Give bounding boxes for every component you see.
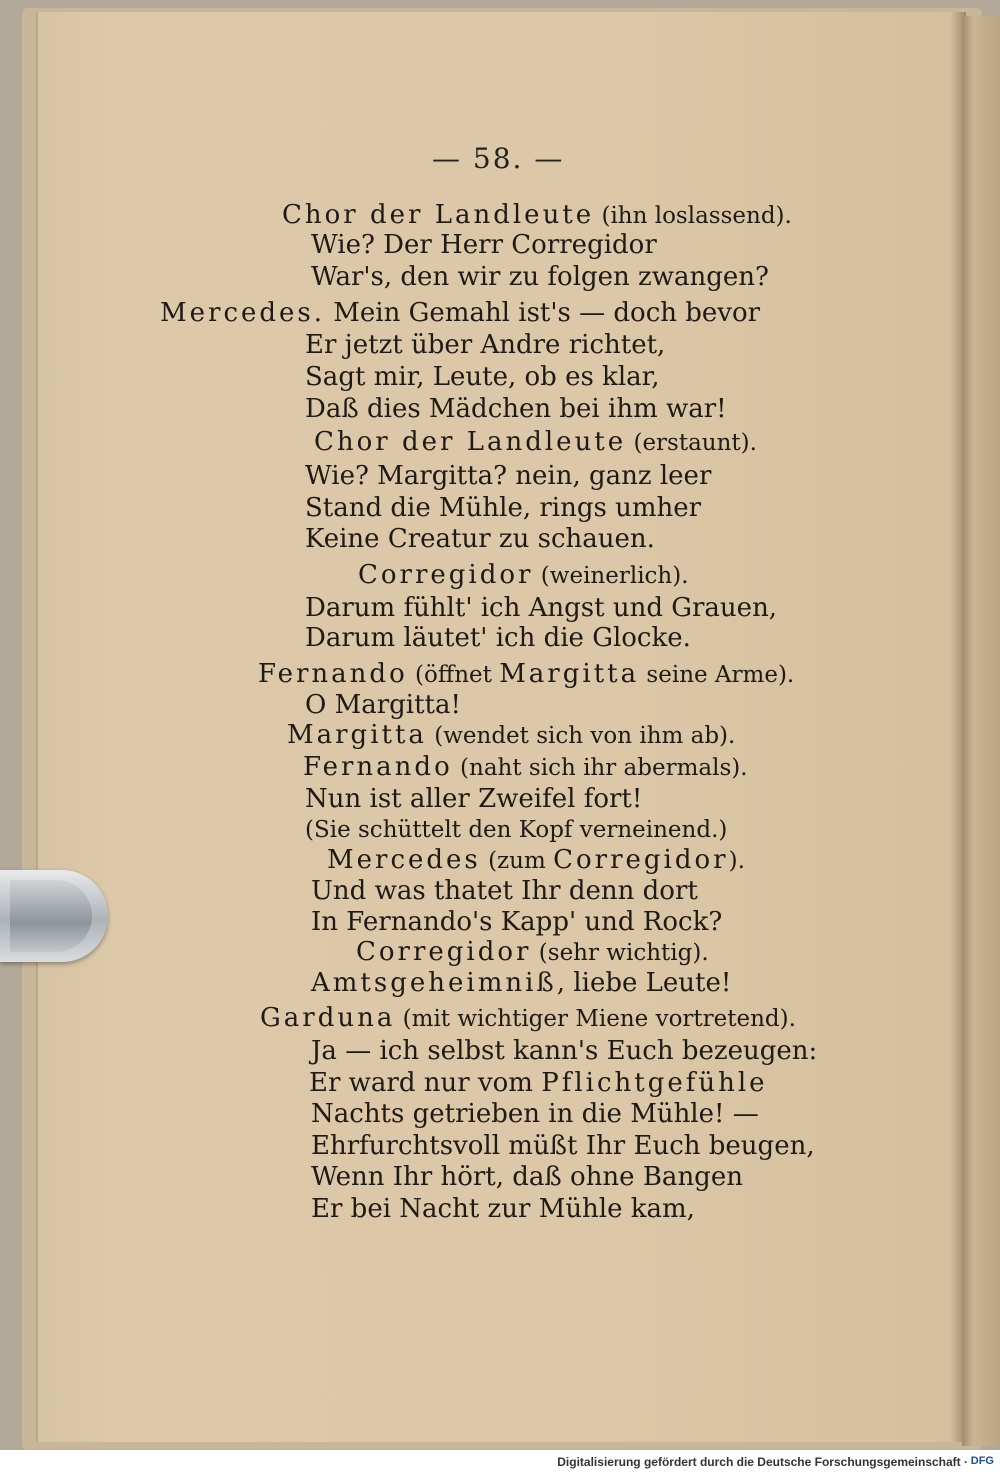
text-line-16: O Margitta!	[305, 690, 461, 720]
text-line-18	[303, 752, 748, 783]
facing-page-edge	[962, 16, 1000, 1446]
text-line-8	[314, 427, 757, 458]
stage-direction: ).	[728, 848, 745, 874]
text-line-29: Nachts getrieben in die Mühle! —	[311, 1099, 759, 1129]
speaker-name: Chor der Landleute	[282, 200, 595, 230]
text-line-28	[309, 1068, 768, 1098]
text-line-23: In Fernando's Kapp' und Rock?	[311, 907, 723, 937]
stage-direction: (wendet sich von ihm ab).	[426, 723, 736, 749]
speaker-name: Corregidor	[356, 937, 532, 967]
text-line-13: Darum fühlt' ich Angst und Grauen,	[305, 593, 778, 623]
speaker-name: Garduna	[260, 1003, 396, 1033]
text-line-11: Keine Creatur zu schauen.	[305, 524, 655, 554]
text-line-17	[287, 720, 735, 751]
text-line-19: Nun ist aller Zweifel fort!	[305, 784, 643, 814]
text-line-21	[327, 845, 745, 876]
speaker-name: Fernando	[303, 752, 453, 782]
text-line-30: Ehrfurchtsvoll müßt Ihr Euch beugen,	[311, 1131, 815, 1161]
verse-text: Er ward nur vom	[309, 1068, 542, 1098]
stage-direction: seine Arme).	[639, 662, 795, 688]
text-line-31: Wenn Ihr hört, daß ohne Bangen	[311, 1162, 743, 1192]
text-line-5: Er jetzt über Andre richtet,	[305, 330, 666, 360]
speaker-name: Fernando	[258, 659, 408, 689]
speaker-name: Mercedes	[327, 845, 481, 875]
stage-direction: (öffnet	[407, 662, 500, 688]
stage-direction: (weinerlich).	[533, 563, 689, 589]
speaker-name: Corregidor	[358, 560, 534, 590]
text-line-32: Er bei Nacht zur Mühle kam,	[311, 1194, 695, 1224]
stage-direction: (ihn loslassend).	[594, 203, 792, 229]
emphasized-word: Amtsgeheimniß	[311, 968, 557, 998]
text-line-6: Sagt mir, Leute, ob es klar,	[305, 362, 660, 392]
stage-direction: (sehr wichtig).	[531, 940, 709, 966]
text-line-7: Daß dies Mädchen bei ihm war!	[305, 394, 727, 424]
speaker-name: Chor der Landleute	[314, 427, 627, 457]
stage-direction: (mit wichtiger Miene vortretend).	[395, 1006, 796, 1032]
footer-bar	[0, 1450, 1000, 1477]
page-number: — 58. —	[432, 142, 565, 175]
dfg-logo: DFG	[970, 1455, 994, 1467]
speaker-name: Margitta	[287, 720, 427, 750]
funding-notice: Digitalisierung gefördert durch die Deutsche Forschungsgemeinschaft ·	[557, 1455, 968, 1469]
text-line-9: Wie? Margitta? nein, ganz leer	[305, 461, 712, 491]
text-line-27: Ja — ich selbst kann's Euch bezeugen:	[311, 1036, 818, 1066]
text-line-25	[311, 968, 731, 998]
text-line-26	[260, 1003, 796, 1034]
emphasized-word: Pflichtgefühle	[541, 1068, 768, 1098]
speaker-name: Mercedes.	[160, 298, 326, 328]
text-line-2: Wie? Der Herr Corregidor	[311, 230, 657, 260]
stage-direction: (erstaunt).	[626, 430, 757, 456]
stage-direction: (naht sich ihr abermals).	[452, 755, 748, 781]
speaker-name: Margitta	[499, 659, 640, 689]
paper-clip	[0, 870, 108, 962]
text-line-1	[282, 200, 792, 231]
text-line-20: (Sie schüttelt den Kopf verneinend.)	[305, 817, 728, 843]
text-line-14: Darum läutet' ich die Glocke.	[305, 623, 691, 653]
verse-text: Mein Gemahl ist's — doch bevor	[325, 298, 761, 328]
verse-text: , liebe Leute!	[556, 968, 732, 998]
text-line-15	[258, 659, 794, 690]
text-line-10: Stand die Mühle, rings umher	[305, 493, 702, 523]
text-line-4	[160, 298, 760, 328]
speaker-name: Corregidor	[553, 845, 729, 875]
paper-clip-inner	[10, 880, 92, 952]
text-line-12	[358, 560, 689, 591]
text-line-3: War's, den wir zu folgen zwangen?	[311, 262, 769, 292]
stage-direction: (zum	[480, 848, 554, 874]
text-line-24	[356, 937, 709, 968]
text-line-22: Und was thatet Ihr denn dort	[311, 876, 698, 906]
